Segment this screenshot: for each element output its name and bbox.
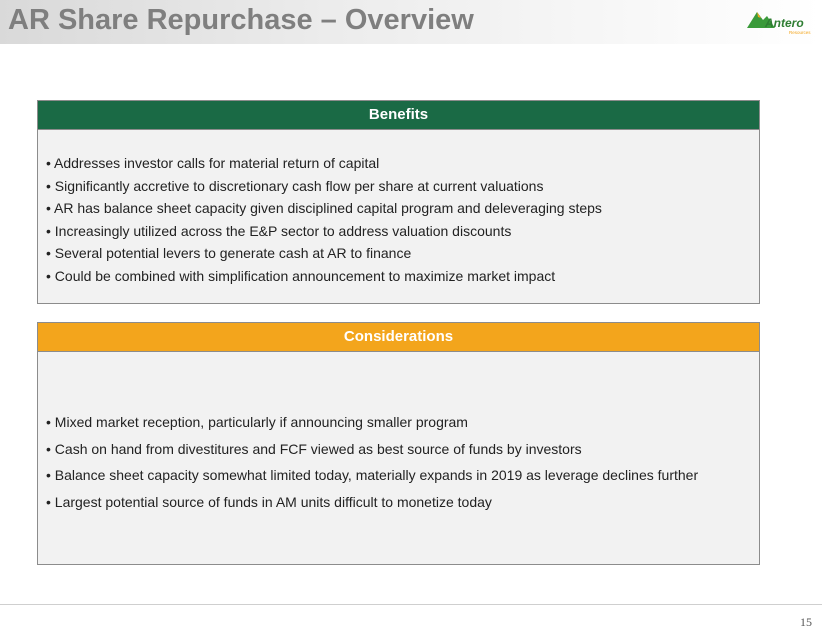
logo-wordmark: Antero xyxy=(765,16,804,30)
footer-divider xyxy=(0,604,822,605)
considerations-heading: Considerations xyxy=(38,323,759,352)
benefits-item: • Could be combined with simplification announcement to maximize market impact xyxy=(46,267,556,284)
benefits-item: • AR has balance sheet capacity given disciplined capital program and deleveraging steps xyxy=(46,200,602,216)
antero-logo xyxy=(745,8,815,38)
benefits-panel xyxy=(37,100,760,304)
benefits-list xyxy=(38,152,759,287)
considerations-panel xyxy=(37,322,760,565)
logo-subtext: Resources xyxy=(789,30,811,35)
benefits-item: • Addresses investor calls for material return of capital xyxy=(46,155,380,171)
considerations-list xyxy=(38,409,759,515)
considerations-item: • Mixed market reception, particularly if announcing smaller program xyxy=(46,414,468,430)
page-title: AR Share Repurchase – Overview xyxy=(8,4,474,36)
considerations-item: • Balance sheet capacity somewhat limited today, materially expands in 2019 as leverage declines further xyxy=(46,467,699,483)
benefits-item: • Significantly accretive to discretionary cash flow per share at current valuations xyxy=(46,177,544,194)
benefits-item: • Increasingly utilized across the E&P sector to address valuation discounts xyxy=(46,222,512,239)
benefits-item: • Several potential levers to generate cash at AR to finance xyxy=(46,245,412,261)
benefits-heading: Benefits xyxy=(38,101,759,130)
considerations-item: • Largest potential source of funds in AM units difficult to monetize today xyxy=(46,493,492,510)
page-number: 15 xyxy=(800,615,812,629)
considerations-item: • Cash on hand from divestitures and FCF viewed as best source of funds by investors xyxy=(46,440,582,457)
